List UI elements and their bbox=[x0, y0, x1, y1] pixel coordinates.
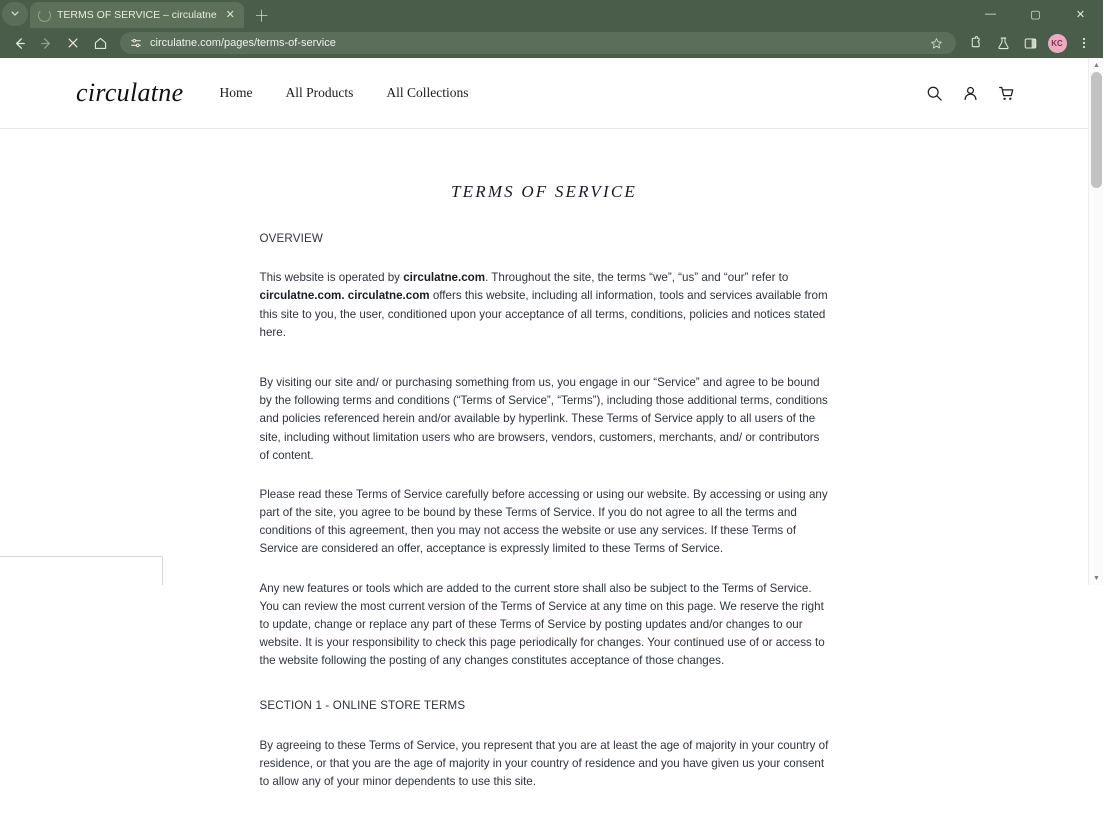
site-logo[interactable]: circulatne bbox=[76, 78, 184, 107]
tab-search-button[interactable] bbox=[2, 2, 28, 26]
page-viewport bbox=[0, 58, 1103, 789]
nav-item-home[interactable]: Home bbox=[219, 85, 253, 100]
extensions-puzzle-icon bbox=[969, 36, 984, 51]
overview-text-e: offers this website, including all information, tools and services available from this site to you, the user, conditioned upon your acceptance of all terms, conditions, policies and notices stated here. bbox=[259, 289, 828, 339]
star-icon bbox=[930, 37, 943, 50]
paragraph-4: Any new features or tools which are added to the current store shall also be subject to the Terms of Service. You can review the most current version of the Terms of Service at any time on this page. We reserve the right to update, change or replace any part of these Terms of Service by posting updates and/or changes to our website. It is your responsibility to check this page periodically for changes. Your continued use of or access to the website following the posting of any changes constitutes acceptance of those changes. bbox=[259, 581, 825, 668]
overview-paragraph bbox=[260, 269, 831, 342]
site-header-actions bbox=[924, 83, 1016, 103]
nav-item-all-collections[interactable]: All Collections bbox=[386, 85, 469, 100]
paragraph-3: Please read these Terms of Service carefully before accessing or using our website. By accessing or using any part of the site, you agree to be bound by these Terms of Service. If you do not agree to all the terms and conditions of this agreement, then you may not access the website or use any services. If these Terms of Service are considered an offer, acceptance is expressly limited to these Terms of Service. bbox=[259, 487, 828, 556]
home-icon bbox=[93, 36, 108, 51]
forward-arrow-icon bbox=[39, 36, 54, 51]
flask-icon bbox=[996, 36, 1011, 51]
back-arrow-icon bbox=[12, 36, 27, 51]
nav-item-all-products[interactable]: All Products bbox=[285, 85, 354, 100]
brand-mention-2: circulatne.com. circulatne.com bbox=[259, 289, 430, 303]
labs-button[interactable] bbox=[990, 30, 1016, 56]
three-dot-menu-icon bbox=[1077, 36, 1091, 50]
loading-spinner-icon bbox=[38, 9, 51, 22]
browser-menu-button[interactable] bbox=[1071, 30, 1097, 56]
stop-loading-icon bbox=[66, 36, 80, 50]
stop-loading-button[interactable] bbox=[60, 30, 86, 56]
article-body bbox=[258, 230, 831, 791]
terms-article bbox=[0, 182, 1088, 821]
bookmark-button[interactable] bbox=[926, 33, 946, 53]
section-1-heading: SECTION 1 - ONLINE STORE TERMS bbox=[259, 698, 466, 712]
scroll-up-arrow-icon[interactable]: ▲ bbox=[1093, 61, 1100, 69]
chevron-down-icon bbox=[10, 8, 20, 20]
tab-strip bbox=[0, 0, 1103, 28]
browser-toolbar bbox=[0, 28, 1103, 58]
site-header bbox=[0, 58, 1088, 129]
window-close-button[interactable]: ✕ bbox=[1075, 8, 1086, 21]
avatar: KC bbox=[1048, 34, 1067, 53]
site-nav bbox=[219, 85, 468, 101]
browser-tab[interactable] bbox=[30, 2, 244, 28]
new-tab-button[interactable]: ＋ bbox=[254, 7, 270, 25]
account-icon[interactable] bbox=[960, 83, 980, 103]
tab-close-button[interactable]: ✕ bbox=[225, 8, 235, 21]
scroll-down-arrow-icon[interactable]: ▼ bbox=[1093, 574, 1100, 582]
page-scrollbar[interactable] bbox=[1088, 58, 1103, 585]
window-maximize-button[interactable]: ▢ bbox=[1030, 8, 1041, 21]
overview-text-c: . Throughout the site, the terms “we”, “us” and “our” refer to bbox=[485, 271, 789, 285]
address-bar[interactable] bbox=[120, 32, 956, 54]
page-title: TERMS OF SERVICE bbox=[451, 182, 637, 201]
window-minimize-button[interactable]: — bbox=[985, 8, 996, 20]
paragraph-2: By visiting our site and/ or purchasing something from us, you engage in our “Service” and agree to be bound by the following terms and conditions (“Terms of Service”, “Terms”), including those additional terms, conditions and policies referenced herein and/or available by hyperlink. These Terms of Service apply to all users of the site, including without limitation users who are browsers, vendors, customers, merchants, and/ or contributors of content. bbox=[259, 375, 828, 462]
side-panel-button[interactable] bbox=[1017, 30, 1043, 56]
tab-title: TERMS OF SERVICE – circulatne bbox=[57, 9, 217, 21]
search-icon[interactable] bbox=[924, 83, 944, 103]
tune-icon[interactable] bbox=[130, 37, 142, 49]
cart-icon[interactable] bbox=[996, 83, 1016, 103]
back-button[interactable] bbox=[6, 30, 32, 56]
forward-button[interactable] bbox=[33, 30, 59, 56]
overview-text-a: This website is operated by bbox=[259, 271, 404, 285]
brand-mention-1: circulatne.com bbox=[403, 271, 486, 285]
home-button[interactable] bbox=[87, 30, 113, 56]
extensions-button[interactable] bbox=[963, 30, 989, 56]
scrollbar-thumb[interactable] bbox=[1091, 72, 1102, 188]
address-bar-url: circulatne.com/pages/terms-of-service bbox=[150, 37, 336, 49]
status-bubble bbox=[0, 556, 163, 585]
overview-heading: OVERVIEW bbox=[259, 232, 323, 245]
web-page bbox=[0, 58, 1088, 789]
paragraph-5: By agreeing to these Terms of Service, you represent that you are at least the age of majority in your country of residence, or that you are the age of majority in your country of residence and you have given us your consent to allow any of your minor dependents to use this site. bbox=[259, 738, 829, 789]
window-controls bbox=[968, 0, 1103, 28]
profile-button[interactable] bbox=[1044, 30, 1070, 56]
side-panel-icon bbox=[1023, 36, 1038, 51]
